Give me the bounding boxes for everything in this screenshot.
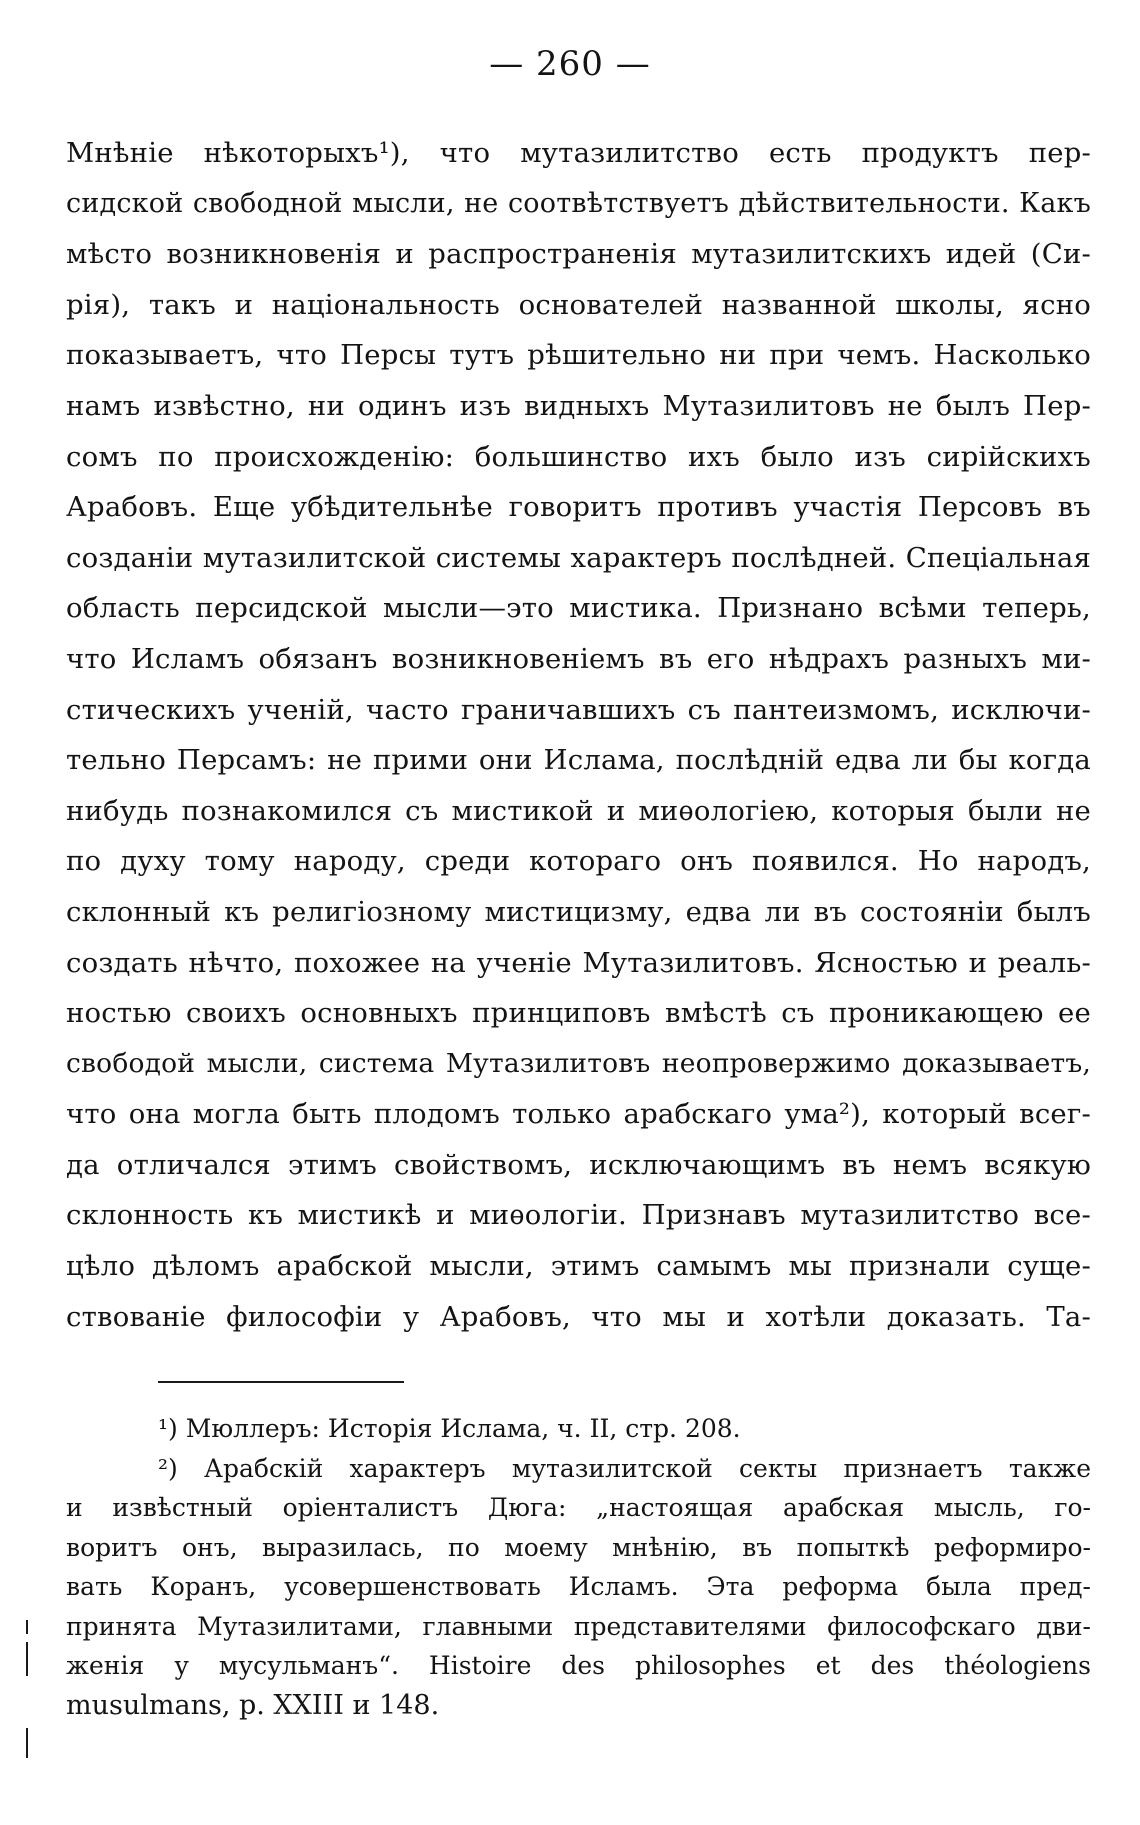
margin-mark xyxy=(26,1728,28,1758)
text-line: намъ извѣстно, ни одинъ изъ видныхъ Мутазилитовъ не былъ Пер- xyxy=(66,389,1091,422)
text-line: стическихъ ученій, часто граничавшихъ съ пантеизмомъ, исключи- xyxy=(66,693,1091,726)
footnote-1: ¹) Мюллеръ: Исторія Ислама, ч. II, стр. 208. xyxy=(158,1414,741,1443)
text-line: Арабовъ. Еще убѣдительнѣе говоритъ противъ участія Персовъ въ xyxy=(66,491,1091,524)
text-line: да отличался этимъ свойствомъ, исключающимъ въ немъ всякую xyxy=(66,1148,1091,1181)
footnote-2-line: принята Мутазилитами, главными представителями философскаго дви- xyxy=(66,1611,1091,1641)
footnote-separator xyxy=(158,1381,404,1383)
footnote-2-line: женія у мусульманъ“. Histoire des philosophes et des théologiens xyxy=(66,1651,1091,1680)
text-line: ностью своихъ основныхъ принциповъ вмѣстѣ съ проникающею ее xyxy=(66,997,1091,1030)
text-line: сидской свободной мысли, не соотвѣтствуетъ дѣйствительности. Какъ xyxy=(66,187,1091,219)
footnote-2-line: musulmans, p. XXIII и 148. xyxy=(66,1689,440,1721)
text-line: склонность къ мистикѣ и миѳологіи. Признавъ мутазилитство все- xyxy=(66,1199,1091,1232)
margin-mark xyxy=(26,1642,28,1676)
text-line: область персидской мысли—это мистика. Признано всѣми теперь, xyxy=(66,592,1091,625)
footnote-2-line: и извѣстный оріенталистъ Дюга: „настоящая арабская мысль, го- xyxy=(66,1493,1091,1522)
footnotes xyxy=(66,1409,1091,1725)
text-line: показываетъ, что Персы тутъ рѣшительно ни при чемъ. Насколько xyxy=(66,339,1091,372)
text-line: что она могла быть плодомъ только арабскаго ума²), который всег- xyxy=(66,1098,1091,1131)
text-line: по духу тому народу, среди котораго онъ появился. Но народъ, xyxy=(66,845,1091,878)
text-line: цѣло дѣломъ арабской мысли, этимъ самымъ мы признали суще- xyxy=(66,1250,1091,1283)
text-line: мѣсто возникновенія и распространенія мутазилитскихъ идей (Си- xyxy=(66,238,1091,271)
text-line: свободой мысли, система Мутазилитовъ неопровержимо доказываетъ, xyxy=(66,1047,1091,1079)
text-line: что Исламъ обязанъ возникновеніемъ въ его нѣдрахъ разныхъ ми- xyxy=(66,642,1091,675)
text-line: созданіи мутазилитской системы характеръ послѣдней. Спеціальная xyxy=(66,541,1091,574)
text-line: нибудь познакомился съ мистикой и миѳологіею, которыя были не xyxy=(66,794,1091,827)
text-line: склонный къ религіозному мистицизму, едва ли въ состояніи былъ xyxy=(66,895,1091,928)
footnote-2-line: вать Коранъ, усовершенствовать Исламъ. Эта реформа была пред- xyxy=(66,1572,1091,1601)
text-line: тельно Персамъ: не прими они Ислама, послѣдній едва ли бы когда xyxy=(66,744,1091,777)
footnote-2-line: воритъ онъ, выразилась, по моему мнѣнію, въ попыткѣ реформиро- xyxy=(66,1532,1091,1562)
main-text xyxy=(66,128,1091,1342)
text-line: ствованіе философіи у Арабовъ, что мы и хотѣли доказать. Та- xyxy=(66,1300,1091,1333)
margin-mark xyxy=(26,1620,28,1634)
text-line: рія), такъ и національность основателей названной школы, ясно xyxy=(66,288,1091,321)
page-number: — 260 — xyxy=(489,44,651,84)
text-line: создать нѣчто, похожее на ученіе Мутазилитовъ. Ясностью и реаль- xyxy=(66,946,1091,979)
footnote-2-line: ²) Арабскій характеръ мутазилитской секты признаетъ также xyxy=(158,1453,1091,1483)
text-line: Мнѣніе нѣкоторыхъ¹), что мутазилитство есть продуктъ пер- xyxy=(66,137,1091,169)
text-line: сомъ по происхожденію: большинство ихъ было изъ сирійскихъ xyxy=(66,440,1091,473)
